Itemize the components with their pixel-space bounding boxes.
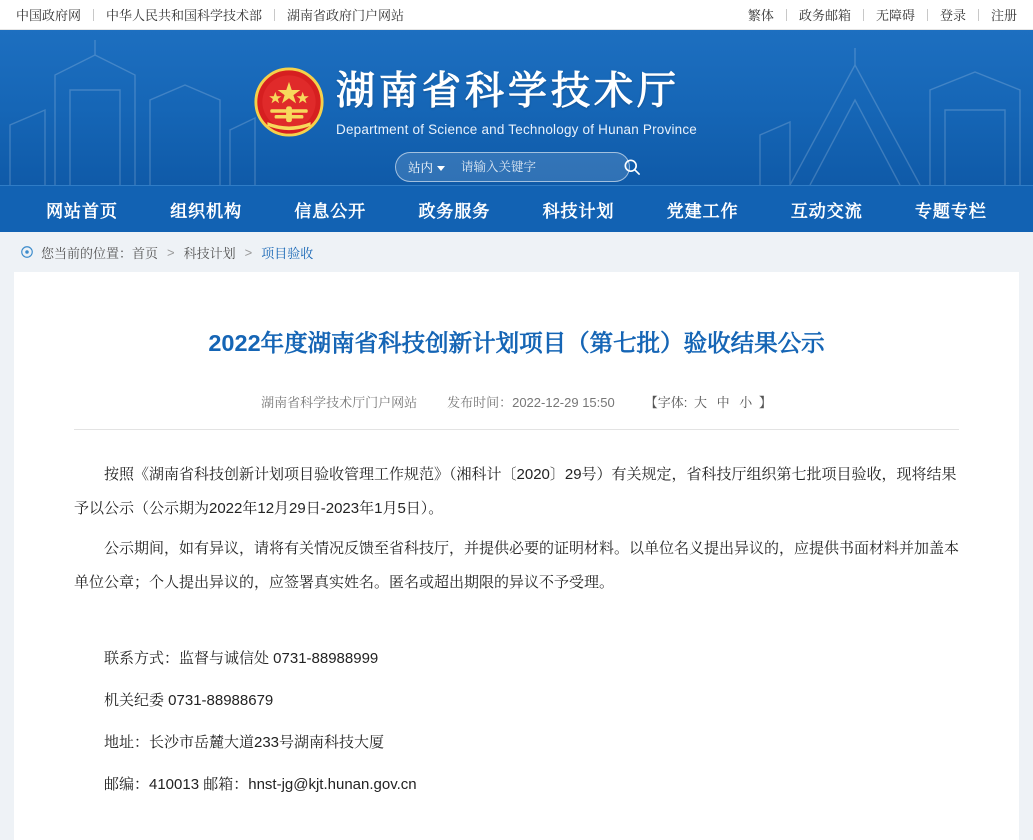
article-paragraph: 按照《湖南省科技创新计划项目验收管理工作规范》（湘科计〔2020〕29号）有关规定，省科技厅组织第七批项目验收，现将结果予以公示（公示期为2022年12月29日-2023年1月5日）。	[74, 466, 957, 517]
site-title-cn: 湖南省科学技术厅	[336, 70, 681, 113]
divider	[978, 9, 979, 21]
article-meta	[74, 392, 959, 430]
contact-line: 邮编：410013 邮箱：hnst-jg@kjt.hunan.gov.cn	[104, 776, 417, 793]
breadcrumb-item-current: 项目验收	[261, 245, 314, 261]
site-banner	[0, 30, 1033, 185]
publish-time-label: 发布时间：	[447, 395, 513, 410]
divider	[863, 9, 864, 21]
article-paragraph: 公示期间，如有异议，请将有关情况反馈至省科技厅，并提供必要的证明材料。以单位名义提出异议的，应提供书面材料并加盖本单位公章；个人提出异议的，应签署真实姓名。匿名或超出期限的异议不予受理。	[74, 540, 960, 591]
breadcrumb-separator: >	[167, 244, 175, 260]
nav-item-interaction[interactable]: 互动交流	[790, 201, 863, 221]
font-size-small[interactable]: 小	[739, 395, 753, 410]
page-title: 2022年度湖南省科技创新计划项目（第七批）验收结果公示	[208, 330, 825, 356]
breadcrumb-item-home[interactable]: 首页	[132, 245, 159, 261]
top-link-gov-cn[interactable]: 中国政府网	[16, 8, 82, 23]
top-link-hunan-gov[interactable]: 湖南省政府门户网站	[287, 8, 405, 23]
top-link-register[interactable]: 注册	[990, 8, 1017, 23]
main-navigation	[0, 185, 1033, 232]
nav-item-home[interactable]: 网站首页	[46, 201, 119, 221]
article-body	[74, 458, 959, 802]
font-size-large[interactable]: 大	[694, 395, 708, 410]
font-size-medium[interactable]: 中	[716, 395, 730, 410]
divider	[274, 9, 275, 21]
top-link-gov-mail[interactable]: 政务邮箱	[798, 8, 851, 23]
article-publish-time	[447, 392, 615, 411]
publish-time-value: 2022-12-29 15:50	[512, 395, 615, 410]
site-title-en: Department of Science and Technology of Hunan Province	[336, 122, 698, 137]
site-title-block	[336, 68, 697, 137]
contact-block	[74, 642, 959, 802]
top-link-most[interactable]: 中华人民共和国科学技术部	[106, 8, 263, 23]
chevron-down-icon	[437, 166, 445, 171]
nav-item-government-services[interactable]: 政务服务	[418, 201, 491, 221]
breadcrumb-separator: >	[244, 244, 253, 260]
top-utility-bar	[0, 0, 1033, 30]
font-size-label: 【字体:	[644, 395, 688, 410]
nav-item-science-plan[interactable]: 科技计划	[542, 201, 615, 221]
contact-line: 联系方式：监督与诚信处 0731-88988999	[104, 650, 379, 667]
top-link-login[interactable]: 登录	[939, 8, 966, 23]
article-source: 湖南省科学技术厅门户网站	[261, 395, 418, 410]
font-size-switcher[interactable]	[645, 392, 772, 411]
location-pin-icon	[20, 245, 34, 259]
breadcrumb-item-science-plan[interactable]: 科技计划	[183, 245, 236, 261]
search-input[interactable]	[461, 160, 622, 174]
nav-item-information-disclosure[interactable]: 信息公开	[294, 201, 367, 221]
divider	[93, 9, 94, 21]
breadcrumb-label: 您当前的位置：	[41, 245, 133, 261]
article-card	[14, 272, 1019, 840]
top-right-links	[748, 5, 1017, 24]
nav-item-organization[interactable]: 组织机构	[170, 201, 243, 221]
top-link-accessibility[interactable]: 无障碍	[875, 8, 915, 23]
national-emblem-icon	[253, 66, 325, 138]
search-scope-label: 站内	[408, 161, 434, 175]
top-left-links	[16, 5, 404, 24]
top-link-traditional[interactable]: 繁体	[747, 8, 774, 23]
search-icon[interactable]	[622, 157, 642, 177]
divider	[786, 9, 787, 21]
nav-item-special-topics[interactable]: 专题专栏	[914, 201, 987, 221]
search-box[interactable]	[395, 152, 630, 182]
divider	[927, 9, 928, 21]
contact-line: 机关纪委 0731-88988679	[104, 692, 274, 709]
font-size-close-bracket: 】	[758, 395, 772, 410]
nav-item-party-building[interactable]: 党建工作	[666, 201, 739, 221]
contact-line: 地址：长沙市岳麓大道233号湖南科技大厦	[104, 734, 385, 751]
breadcrumb	[0, 232, 1033, 272]
search-scope-selector[interactable]	[408, 158, 445, 176]
